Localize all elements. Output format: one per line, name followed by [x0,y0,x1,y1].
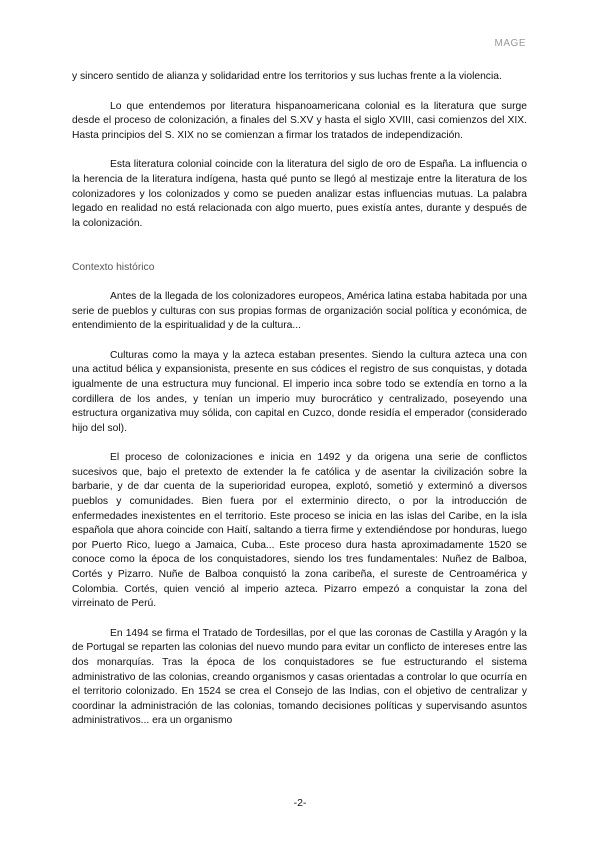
paragraph: El proceso de colonizaciones e inicia en 1492 y da origena una serie de conflictos sucesivos que, bajo el pretexto de extender la fe católica y de asentar la civilización sobre la barbarie, y de dar cuenta de la superioridad europea, explotó, sometió y exterminó a diversos pueblos y comunidades. Bien fuera por el exterminio directo, o por la introducción de enfermedades inexistentes en el territorio. Este proceso se inicia en las islas del Caribe, en la isla española que ahora coincide con Haití, saltando a tierra firme y extendiéndose por honduras, luego por Puerto Rico, luego a Jamaica, Cuba... Este proceso dura hasta aproximadamente 1520 se conoce como la época de los conquistadores, siendo los tres fundamentales: Nuñez de Balboa, Cortés y Pizarro. Nuñe de Balboa conquistó la zona caribeña, el sureste de Centroamérica y Colombia. Cortés, quien venció al imperio azteca. Pizarro empezó a conquistar la zona del virreinato de Perú. [72,452,527,610]
section-title: Contexto histórico [72,262,155,274]
page-number: -2- [293,797,307,809]
paragraph: Esta literatura colonial coincide con la literatura del siglo de oro de España. La influencia o la herencia de la literatura indígena, hasta qué punto se llegó al mestizaje entre la literatura de los colonizadores y los colonizados y como se pueden analizar estas influencias mutuas. La palabra legado en realidad no está relacionada con algo muerto, pues existía antes, durante y después de la colonización. [72,159,527,229]
paragraph: Lo que entendemos por literatura hispanoamericana colonial es la literatura que surge desde el proceso de colonización, a finales del S.XV y hasta el siglo XVIII, casi comienzos del XIX. Hasta principios del S. XIX no se comienzan a firmar los tratados de independización. [72,100,527,141]
paragraph: Culturas como la maya y la azteca estaban presentes. Siendo la cultura azteca una con una actitud bélica y expansionista, presente en sus códices el registro de sus conquistas, y dotada igualmente de una estructura muy funcional. El imperio inca sobre todo se extendía en torno a la cordillera de los andes, y tenían un imperio muy burocrático y centralizado, poseyendo una estructura organizativa muy sólida, con capital en Cuzco, donde residía el emperador (considerado hijo del sol). [72,349,527,434]
header-brand: MAGE [494,38,526,49]
paragraph: En 1494 se firma el Tratado de Tordesillas, por el que las coronas de Castilla y Aragón y la de Portugal se reparten las colonias del nuevo mundo para evitar un conflicto de intereses entre las dos monarquías. Tras la época de los conquistadores se fue estructurando el sistema administrativo de las colonias, creando organismos y casas orientadas a controlar lo que ocurría en el territorio colonizado. En 1524 se crea el Consejo de las Indias, con el objetivo de centralizar y coordinar la administración de las colonias, tomando decisiones políticas y supervisando asuntos administrativos... era un organismo [72,627,527,727]
paragraph: Antes de la llegada de los colonizadores europeos, América latina estaba habitada por una serie de pueblos y culturas con sus propias formas de organización social política y económica, de entendimiento de la espiritualidad y de la cultura... [72,290,527,332]
paragraph-continuation: y sincero sentido de alianza y solidaridad entre los territorios y sus luchas frente a la violencia. [72,71,502,82]
document-body [72,70,527,744]
